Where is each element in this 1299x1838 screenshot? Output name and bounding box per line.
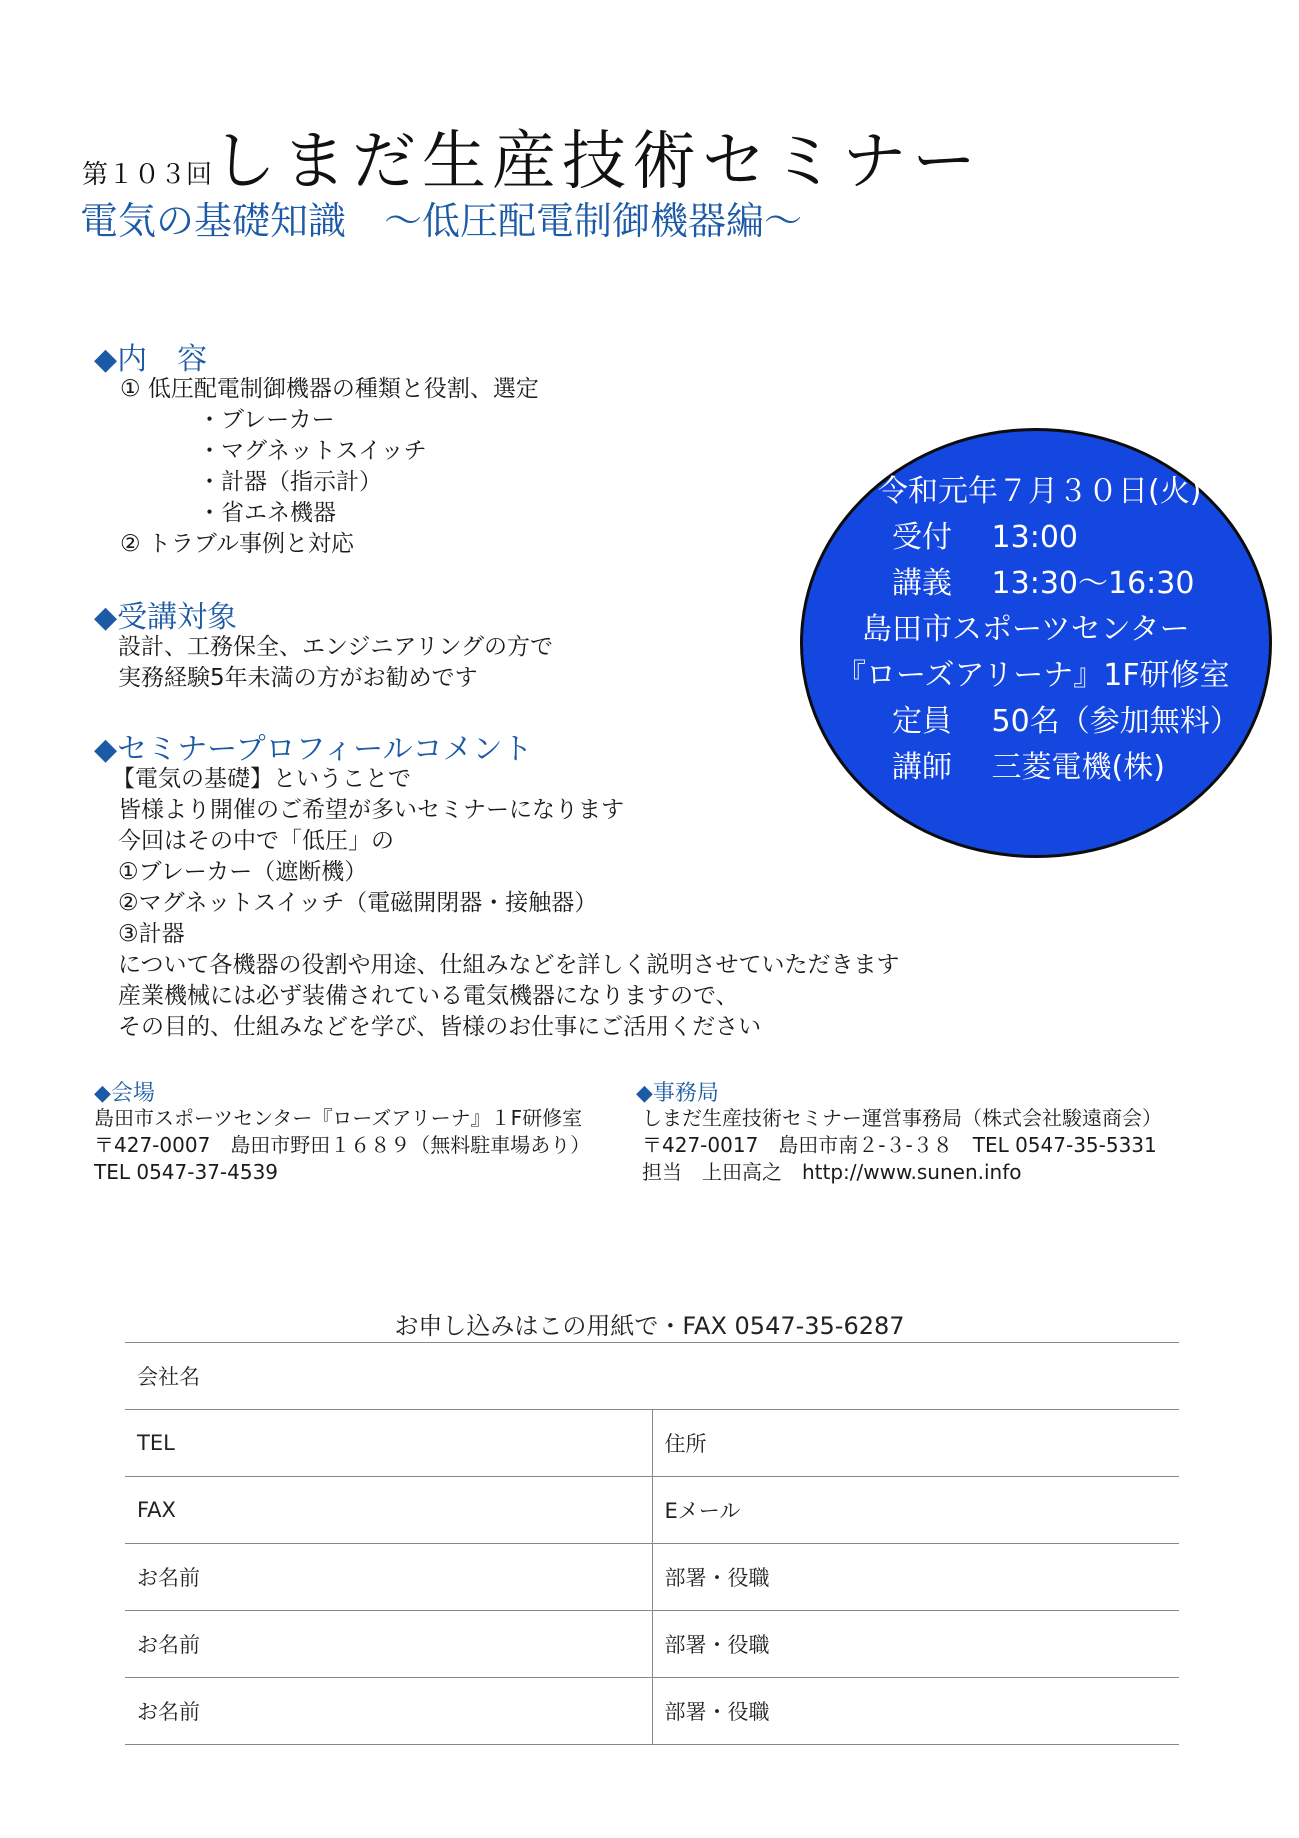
profile-line: その目的、仕組みなどを学び、皆様のお仕事にご活用ください <box>118 1014 762 1040</box>
field-address[interactable] <box>652 1410 1180 1476</box>
profile-line: について各機器の役割や用途、仕組みなどを詳しく説明させていただきます <box>118 952 900 978</box>
form-title: お申し込みはこの用紙で・FAX 0547-35-6287 <box>394 1312 905 1340</box>
profile-heading: ◆セミナープロフィールコメント <box>94 732 533 767</box>
form-row <box>125 1477 1179 1544</box>
field-dept-2[interactable] <box>652 1611 1180 1677</box>
field-fax[interactable] <box>125 1477 652 1543</box>
field-name-2[interactable] <box>125 1611 652 1677</box>
field-email[interactable] <box>652 1477 1180 1543</box>
event-lecturer: 講師 三菱電機(株) <box>892 750 1165 785</box>
field-tel[interactable] <box>125 1410 652 1476</box>
form-row <box>125 1611 1179 1678</box>
target-heading: ◆受講対象 <box>94 600 238 635</box>
target-line: 設計、工務保全、エンジニアリングの方で <box>118 634 554 660</box>
profile-line: 皆様より開催のご希望が多いセミナーになります <box>118 797 624 823</box>
form-row <box>125 1544 1179 1611</box>
profile-line: ①ブレーカー（遮断機） <box>118 859 368 885</box>
form-row-company <box>125 1343 1179 1410</box>
content-line: ② トラブル事例と対応 <box>120 531 355 557</box>
profile-line: 産業機械には必ず装備されている電気機器になりますので、 <box>118 983 739 1009</box>
field-label: 部署・役職 <box>664 1633 770 1657</box>
content-line: ・ブレーカー <box>198 407 335 433</box>
subtitle: 電気の基礎知識 ～低圧配電制御機器編～ <box>80 199 803 243</box>
event-venue-2: 『ローズアリーナ』1F研修室 <box>836 658 1230 693</box>
content-line: ・計器（指示計） <box>198 469 382 495</box>
profile-line: ③計器 <box>118 921 185 947</box>
office-line: 〒427-0017 島田市南２-３-３８ TEL 0547-35-5331 <box>642 1133 1157 1157</box>
application-form <box>125 1342 1179 1745</box>
field-dept-1[interactable] <box>652 1544 1180 1610</box>
field-name-1[interactable] <box>125 1544 652 1610</box>
target-line: 実務経験5年未満の方がお勧めです <box>118 665 478 691</box>
form-row <box>125 1678 1179 1745</box>
content-line: ① 低圧配電制御機器の種類と役割、選定 <box>120 376 539 402</box>
field-label: 会社名 <box>137 1365 200 1389</box>
field-label: お名前 <box>137 1700 200 1724</box>
field-company[interactable] <box>125 1343 1179 1409</box>
field-label: Eメール <box>664 1499 741 1523</box>
profile-line: ②マグネットスイッチ（電磁開閉器・接触器） <box>118 890 598 916</box>
office-line: しまだ生産技術セミナー運営事務局（株式会社駿遠商会） <box>642 1106 1162 1130</box>
venue-line: 〒427-0007 島田市野田１６８９（無料駐車場あり） <box>94 1133 591 1157</box>
office-line: 担当 上田高之 http://www.sunen.info <box>642 1160 1022 1184</box>
field-label: お名前 <box>137 1633 200 1657</box>
field-label: FAX <box>137 1498 176 1522</box>
event-reception: 受付 13:00 <box>892 520 1078 555</box>
field-label: 住所 <box>664 1432 707 1456</box>
title-prefix: 第１０３回 <box>82 160 213 190</box>
profile-line: 【電気の基礎】ということで <box>112 766 411 792</box>
event-date: 令和元年７月３０日(火) <box>878 474 1202 509</box>
field-label: TEL <box>137 1431 175 1455</box>
form-row <box>125 1410 1179 1477</box>
venue-heading: ◆会場 <box>94 1081 155 1106</box>
field-dept-3[interactable] <box>652 1678 1180 1744</box>
office-heading: ◆事務局 <box>636 1081 719 1106</box>
event-lecture: 講義 13:30～16:30 <box>892 566 1195 601</box>
content-line: ・省エネ機器 <box>198 500 336 526</box>
content-line: ・マグネットスイッチ <box>198 438 427 464</box>
title-main: しまだ生産技術セミナー <box>212 125 983 199</box>
field-label: 部署・役職 <box>664 1700 770 1724</box>
event-capacity: 定員 50名（参加無料） <box>892 704 1240 739</box>
field-label: お名前 <box>137 1566 200 1590</box>
field-name-3[interactable] <box>125 1678 652 1744</box>
event-venue-1: 島田市スポーツセンター <box>862 612 1190 647</box>
venue-line: 島田市スポーツセンター『ローズアリーナ』１F研修室 <box>94 1106 583 1130</box>
content-heading: ◆内 容 <box>94 342 208 377</box>
page-title <box>82 110 982 202</box>
profile-line: 今回はその中で「低圧」の <box>118 828 394 854</box>
field-label: 部署・役職 <box>664 1566 770 1590</box>
venue-line: TEL 0547-37-4539 <box>94 1160 279 1184</box>
